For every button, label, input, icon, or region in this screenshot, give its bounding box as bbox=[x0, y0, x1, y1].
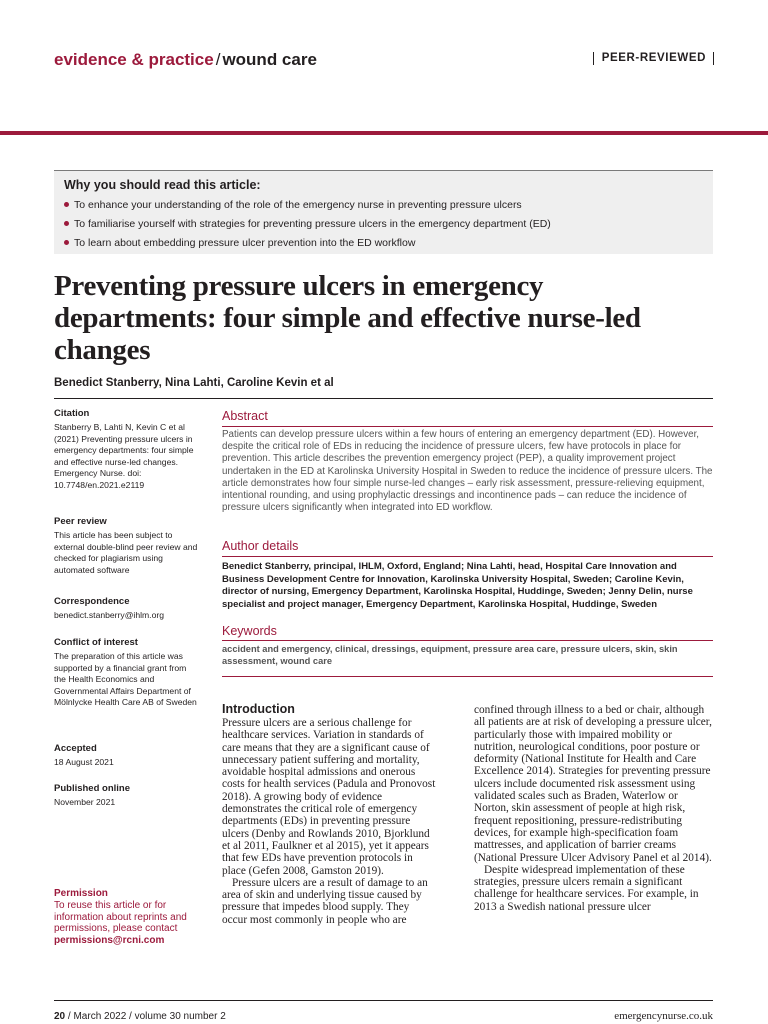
permission-email[interactable]: permissions@rcni.com bbox=[54, 934, 165, 946]
citation-heading: Citation bbox=[54, 408, 90, 419]
bullet-icon bbox=[64, 240, 69, 245]
body-column-1 bbox=[222, 717, 437, 926]
correspondence-email[interactable]: benedict.stanberry@ihlm.org bbox=[54, 610, 164, 620]
keywords-text: accident and emergency, clinical, dressings, equipment, pressure area care, pressure ulcers, skin, skin assessment, wound care bbox=[222, 644, 678, 667]
citation-text: Stanberry B, Lahti N, Kevin C et al (2021) Preventing pressure ulcers in emergency departments: four simple and effective nurse-led changes. Emergency Nurse. doi: 10.7748/en.2021.e2119 bbox=[54, 422, 194, 490]
accepted-date: 18 August 2021 bbox=[54, 757, 114, 767]
published-heading: Published online bbox=[54, 783, 131, 794]
keywords-bottom-rule bbox=[222, 676, 713, 677]
peer-review-heading: Peer review bbox=[54, 516, 107, 527]
published-block bbox=[54, 783, 199, 809]
page-number: 20 bbox=[54, 1011, 66, 1022]
correspondence-heading: Correspondence bbox=[54, 596, 130, 607]
footer-issue-info: 20 / March 2022 / volume 30 number 2 bbox=[54, 1011, 226, 1022]
permission-heading: Permission bbox=[54, 888, 108, 899]
why-read-item bbox=[64, 234, 703, 253]
why-read-item-text: To enhance your understanding of the role of the emergency nurse in preventing pressure ulcers bbox=[74, 199, 522, 211]
subsection-name: wound care bbox=[222, 50, 317, 69]
accepted-heading: Accepted bbox=[54, 743, 97, 754]
body-column-2 bbox=[474, 704, 714, 913]
keywords-rule bbox=[222, 640, 713, 641]
why-read-item bbox=[64, 215, 703, 234]
article-authors: Benedict Stanberry, Nina Lahti, Caroline Kevin et al bbox=[54, 377, 334, 389]
header-divider bbox=[0, 131, 768, 135]
journal-website[interactable]: emergencynurse.co.uk bbox=[614, 1010, 713, 1022]
bullet-icon bbox=[64, 202, 69, 207]
bullet-icon bbox=[64, 221, 69, 226]
why-read-item-text: To learn about embedding pressure ulcer prevention into the ED workflow bbox=[74, 237, 416, 249]
citation-block bbox=[54, 408, 199, 492]
why-read-item-text: To familiarise yourself with strategies for preventing pressure ulcers in the emergency department (ED) bbox=[74, 218, 551, 230]
body-paragraph: confined through illness to a bed or chair, although all patients are at risk of developing a pressure ulcer, particularly those with impaired mobility or nutrition, neurological conditions, poor posture or deformity (National Institute for Health and Care Excellence 2014). Strategies for preventing pressure ulcers include documented risk assessment using validated scales such as Braden, Waterlow or Norton, skin assessment of people at high risk, frequent repositioning, pressure-redistributing devices, for example high-specification foam mattresses, and application of barrier creams (National Pressure Ulcer Advisory Panel et al 2014). bbox=[474, 704, 712, 864]
permission-text bbox=[54, 900, 204, 946]
conflict-block bbox=[54, 637, 199, 709]
abstract-heading: Abstract bbox=[222, 409, 268, 423]
body-paragraph: Pressure ulcers are a result of damage to an area of skin and underlying tissue caused by pressure that impedes blood supply. They occur most commonly in people who are bbox=[222, 876, 428, 926]
author-details-heading: Author details bbox=[222, 539, 299, 553]
body-paragraph: Despite widespread implementation of these strategies, pressure ulcers remain a significant challenge for healthcare services. For example, in 2013 a Swedish national pressure ulcer bbox=[474, 863, 699, 913]
published-date: November 2021 bbox=[54, 797, 116, 807]
article-title: Preventing pressure ulcers in emergency departments: four simple and effective nurse-led changes bbox=[54, 270, 641, 366]
section-name: evidence & practice bbox=[54, 50, 214, 69]
section-separator: / bbox=[215, 50, 221, 69]
why-read-item bbox=[64, 196, 703, 215]
why-read-title: Why you should read this article: bbox=[64, 178, 261, 192]
abstract-rule bbox=[222, 426, 713, 427]
peer-review-block bbox=[54, 516, 199, 576]
introduction-heading: Introduction bbox=[222, 702, 295, 716]
conflict-heading: Conflict of interest bbox=[54, 637, 138, 648]
why-read-box bbox=[54, 170, 713, 254]
body-paragraph: Pressure ulcers are a serious challenge for healthcare services. Variation in standards of care means that they are a significant cause of unnecessary patient suffering and mortality, avoidable hospital admissions and onerous costs for health services (Padula and Pronovost 2018). A growing body of evidence demonstrates the critical role of emergency departments (EDs) in preventing pressure ulcers (Denby and Rowlands 2010, Bjorklund et al 2011, Faulkner et al 2015), yet it appears that few EDs have prevention protocols in place (Gefen 2008, Gamston 2019). bbox=[222, 717, 436, 877]
footer-divider bbox=[54, 1000, 713, 1001]
permission-body: To reuse this article or for information about reprints and permissions, please contact bbox=[54, 900, 187, 934]
peer-review-text: This article has been subject to external double-blind peer review and checked for plagiarism using automated software bbox=[54, 530, 198, 575]
accepted-block bbox=[54, 743, 199, 769]
conflict-text: The preparation of this article was supported by a financial grant from the Health Economics and Governmental Affairs Department of Mölnlycke Health Care AB of Sweden bbox=[54, 651, 197, 708]
authors-divider bbox=[54, 398, 713, 399]
author-details-text: Benedict Stanberry, principal, IHLM, Oxford, England; Nina Lahti, head, Hospital Care Innovation and Business Development Centre for Innovation, Karolinska University Hospital, Sweden; Caroline Kevin, director of nursing, Emergency Department, Karolinska Hospital, Huddinge, Sweden; Jenny Delin, nurse specialist and project manager, Emergency Department, Karolinska Hospital, Huddinge, Sweden bbox=[222, 561, 693, 610]
journal-section-header bbox=[54, 50, 317, 70]
author-details-rule bbox=[222, 556, 713, 557]
permission-block bbox=[54, 888, 204, 946]
issue-info: March 2022 / volume 30 number 2 bbox=[73, 1011, 226, 1022]
peer-reviewed-badge: PEER-REVIEWED bbox=[593, 52, 706, 65]
abstract-text: Patients can develop pressure ulcers within a few hours of entering an emergency department (ED). However, despite the critical role of EDs in reducing the incidence of pressure ulcers, few have protocols in place for prevention. This article describes the prevention emergency project (PEP), a quality improvement project undertaken in the ED at Karolinska University Hospital in Sweden to reduce the incidence of pressure ulcers. The article demonstrates how four simple nurse-led changes – early risk assessment, pressure-relieving equipment, intentional rounding, and using prophylactic dressings and incontinence pads – can reduce the incidence of pressure ulcers significantly when integrated into ED workflow. bbox=[222, 429, 713, 514]
keywords-heading: Keywords bbox=[222, 624, 277, 638]
correspondence-block bbox=[54, 596, 199, 622]
